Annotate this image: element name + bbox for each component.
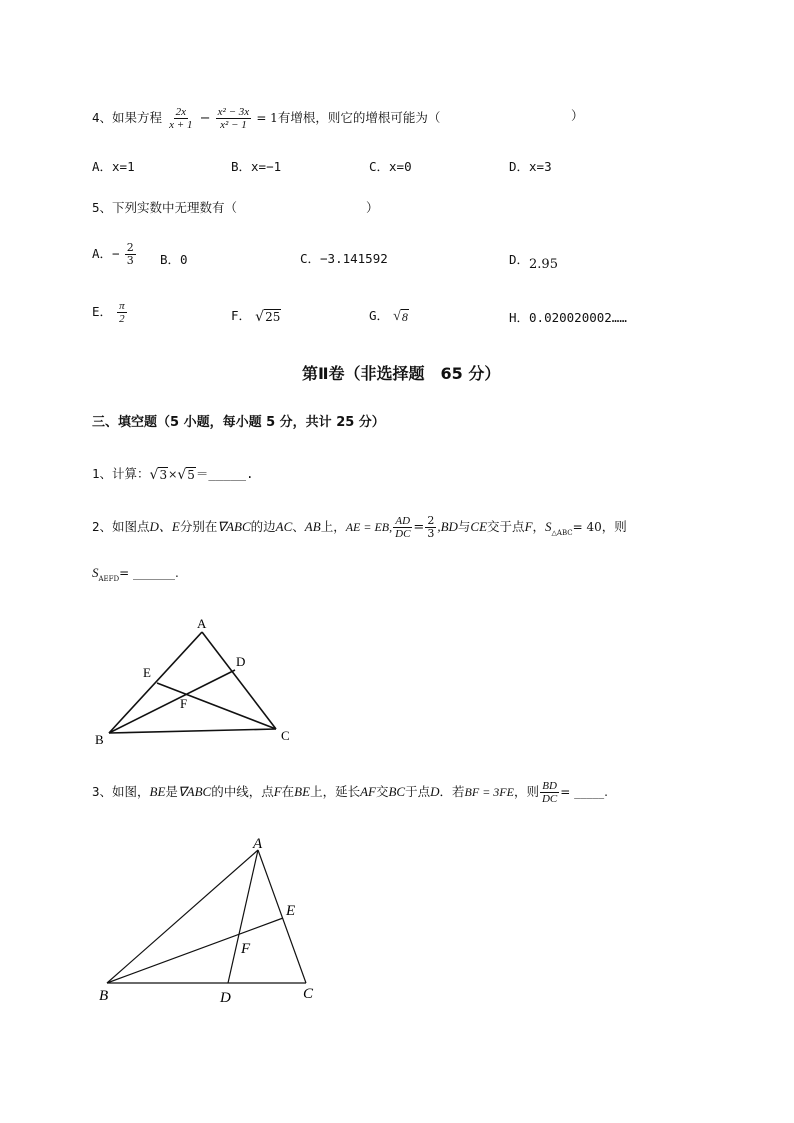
q4-option-c: C．x=0 [369, 159, 412, 174]
sqrt-3: √ 3 [149, 466, 168, 483]
q4-option-b: B．x=−1 [231, 159, 282, 174]
sqrt-5: √ 5 [177, 466, 195, 483]
q4-text: 有增根，则它的增根可能为（ [277, 110, 441, 125]
label-d: D [236, 654, 246, 669]
q5-option-d: D．2.95 [509, 252, 558, 272]
q4-option-d: D．x=3 [509, 159, 552, 174]
q4-equals: = 1 [256, 111, 278, 125]
q4-fraction-2: $\frac{\text{x² − 3x}}{\text{x² − 1}}$ [217, 106, 250, 131]
label-c: C [281, 728, 290, 743]
triangle-figure-1 [90, 612, 310, 752]
q5-option-g: G． √ 8 [369, 308, 408, 324]
question-4 [92, 106, 440, 131]
q5-option-a: A．− $\frac{2}{3}$ [92, 241, 134, 267]
section-3-title: 三、填空题（5 小题，每小题 5 分，共计 25 分） [92, 415, 385, 430]
label-a: A [253, 836, 263, 852]
q5-option-f: F． √ 25 [231, 308, 281, 325]
sqrt-8: √ 8 [393, 308, 408, 324]
q4-minus: − [199, 111, 211, 126]
sqrt-25: √ 25 [255, 308, 281, 325]
label-e: E [286, 903, 296, 919]
q5-close-paren: ） [366, 200, 379, 215]
q5-option-b: B．0 [160, 252, 188, 267]
label-c: C [303, 986, 314, 1002]
label-a: A [197, 616, 207, 631]
label-d: D [220, 990, 231, 1006]
fill-question-2-line-2: $S_{AEFD}=$ _______. [92, 565, 179, 583]
q4-option-a: A．x=1 [92, 159, 135, 174]
q4-number: 4、如果方程 [92, 110, 163, 125]
q4-fraction-1: $\frac{2x}{x + 1}$ [169, 106, 193, 131]
label-f: F [180, 696, 188, 711]
triangle-figure-2 [90, 830, 330, 1010]
q4-close-paren: ） [571, 108, 584, 123]
q5-option-c: C．−3.141592 [300, 251, 388, 266]
label-b: B [95, 732, 104, 747]
fill-question-1: 1、计算： √ 3 × √ 5 ＝_____. [92, 466, 254, 483]
part-2-title: 第Ⅱ卷（非选择题 65 分） [302, 364, 501, 383]
q5-option-h: H．0.020020002…… [509, 310, 627, 325]
fill-question-3: 3、如图，BE是∇ABC的中线，点F在BE上，延长AF交BC于点D．若BF = 3FE，则 $\frac{BD}{DC}$ = _____. [92, 780, 608, 805]
question-5: 5、下列实数中无理数有（ [92, 200, 238, 215]
label-b: B [99, 988, 109, 1004]
q5-option-e: E． $\frac{\pi}{2}$ [92, 300, 125, 325]
label-e: E [143, 665, 151, 680]
label-f: F [241, 941, 251, 957]
fill-question-2: 2、如图点D、E分别在∇ABC的边AC、AB上，AE = EB, $\frac{AD}{DC}$ = $\frac{2}{3}$ ,BD与CE交于点F，$S_{\triangle ABC}= 40$，则 [92, 514, 627, 540]
